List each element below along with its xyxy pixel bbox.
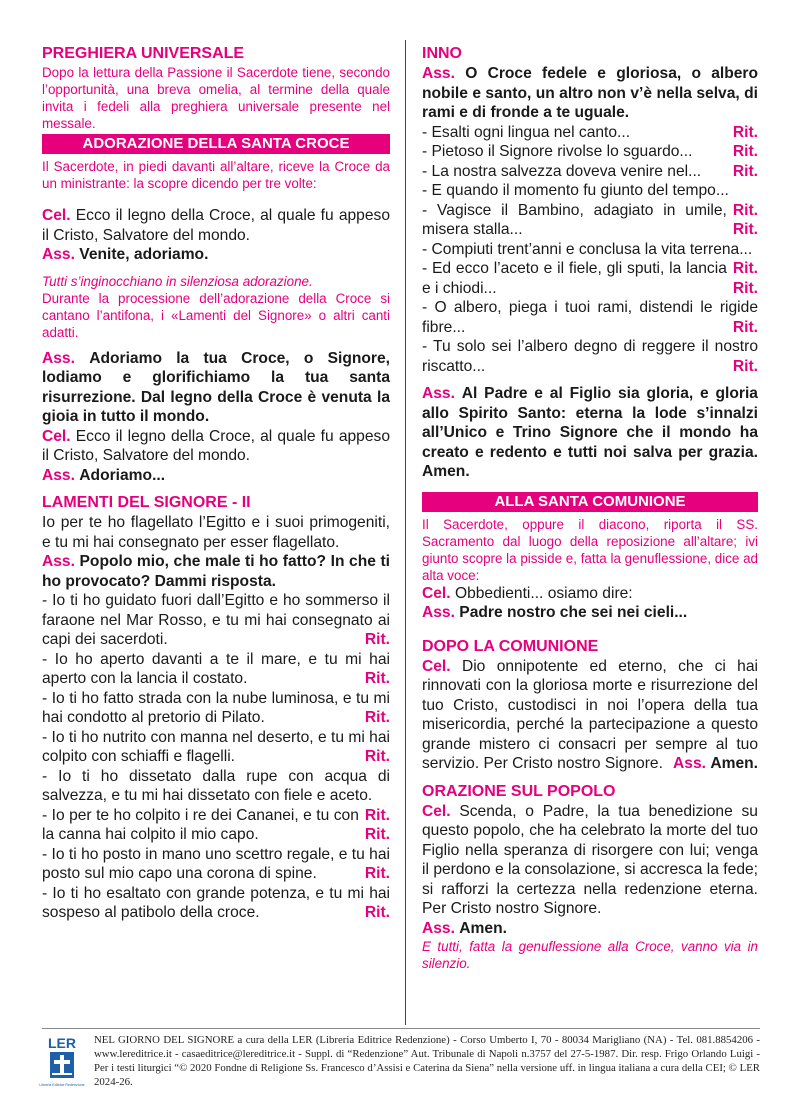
rubric-processione: Durante la processione dell’adorazione della Croce si cantano l’antifona, i «Lamenti del Signore» o altri canti adatti. bbox=[42, 290, 390, 340]
verse-text: - Vagisce il Bambino, adagiato in umile, misera stalla... bbox=[422, 201, 727, 238]
inno-verse bbox=[422, 162, 758, 182]
rit-label: Rit. bbox=[732, 260, 758, 277]
cel-text: Scenda, o Padre, la tua benedizione su questo popolo, che ha celebrato la morte del tuo Figlio nella speranza di risorgere con lui; venga il perdono e la consolazione, si accresca la fede; si rafforzi la certezza nella redenzione eterna. Per Cristo nostro Signore. bbox=[422, 802, 758, 917]
verse-text: - Io ti ho esaltato con grande potenza, e tu mi hai sospeso al patibolo della croce. bbox=[42, 884, 390, 921]
verse-text: - O albero, piega i tuoi rami, distendi le rigide fibre... bbox=[422, 299, 758, 336]
ass-text: Venite, adoriamo. bbox=[79, 246, 209, 263]
inno-verse bbox=[422, 240, 758, 277]
footer-divider bbox=[42, 1028, 760, 1029]
right-column bbox=[422, 44, 758, 972]
rit-label: Rit. bbox=[364, 748, 390, 765]
rit-label: Rit. bbox=[732, 357, 758, 375]
rit-label: Rit. bbox=[732, 123, 758, 141]
verse-text: - Io ti ho nutrito con manna nel deserto, e tu mi hai colpito con schiaffi e flagelli. bbox=[42, 728, 390, 765]
cel-text: Obbedienti... osiamo dire: bbox=[454, 584, 633, 602]
ass-label: Ass. bbox=[673, 755, 706, 772]
lamenti-verse bbox=[42, 845, 390, 884]
rit-label: Rit. bbox=[364, 631, 390, 648]
cel-2 bbox=[42, 427, 390, 466]
cel-label: Cel. bbox=[422, 657, 451, 675]
adorazione-rubric: Il Sacerdote, in piedi davanti all’altare, riceve la Croce da un ministrante: la scopre dicendo per tre volte: bbox=[42, 159, 390, 191]
verse-text: - Esalti ogni lingua nel canto... bbox=[422, 123, 631, 141]
final-rubric: E tutti, fatta la genuflessione alla Croce, vanno via in silenzio. bbox=[422, 939, 758, 971]
ass-4 bbox=[42, 552, 390, 591]
ass-text: Popolo mio, che male ti ho fatto? In che ti ho provocato? Dammi risposta. bbox=[42, 553, 390, 590]
comunione-bar: ALLA SANTA COMUNIONE bbox=[422, 492, 758, 512]
verse-text: - Ed ecco l’aceto e il fiele, gli sputi, la lancia e i chiodi... bbox=[422, 260, 727, 297]
inno-verse bbox=[422, 201, 758, 240]
lamenti-verse bbox=[42, 884, 390, 923]
lamenti-verse bbox=[42, 767, 390, 824]
cel-label: Cel. bbox=[422, 802, 451, 820]
svg-text:LER: LER bbox=[48, 1035, 76, 1051]
lamenti-verse bbox=[42, 650, 390, 689]
ass-text: Padre nostro che sei nei cieli... bbox=[459, 604, 688, 621]
lamenti-verse bbox=[42, 728, 390, 767]
ass-text: Amen. bbox=[459, 919, 507, 937]
rit-label: Rit. bbox=[364, 806, 390, 824]
ass-label: Ass. bbox=[422, 919, 455, 937]
verse-text: - Tu solo sei l’albero degno di reggere il nostro riscatto... bbox=[422, 338, 758, 375]
cel-3 bbox=[422, 584, 758, 604]
cel-label: Cel. bbox=[422, 584, 451, 602]
verse-text: - Io ti ho posto in mano uno scettro regale, e tu hai posto sul mio capo una corona di spine. bbox=[42, 845, 390, 882]
preghiera-title: PREGHIERA UNIVERSALE bbox=[42, 45, 245, 62]
comunione-rubric: Il Sacerdote, oppure il diacono, riporta il SS. Sacramento dal luogo della reposizione all’altare; ivi giunto scopre la pisside e, fatta la genuflessione, dice ad alta voce: bbox=[422, 516, 758, 583]
adorazione-bar: ADORAZIONE DELLA SANTA CROCE bbox=[42, 134, 390, 154]
verse-text: - Io per te ho colpito i re dei Cananei, e tu con la canna hai colpito il mio capo. bbox=[42, 806, 359, 843]
inno-verse bbox=[422, 123, 758, 143]
doxology-text: Al Padre e al Figlio sia gloria, e gloria allo Spirito Santo: eterna la lode s’innalzi all’Unico e Trino Signore che il mondo ha creato e redento e tutti noi salva per grazia. Amen. bbox=[422, 385, 758, 480]
rit-label: Rit. bbox=[732, 318, 758, 336]
inno-verse bbox=[422, 259, 758, 298]
footer-text: NEL GIORNO DEL SIGNORE a cura della LER (Libreria Editrice Redenzione) - Corso Umberto I, 70 - 80034 Marigliano (NA) - Tel. 081.8854206 - www.lereditrice.it - casaeditrice@lereditrice.it - Suppl. di “Redenzione” Aut. Tribunale di Napoli n.3757 del 27-5-1987. Dir. resp. Frigo Orlando Luigi - Per i testi liturgici “© 2020 Fondne di Religione Ss. Francesco d’Assisi e Caterina da Siena” nella versione uff. in lingua italiana a cura della CEI; © LER 2024-26. bbox=[94, 1034, 760, 1088]
rit-label: Rit. bbox=[732, 162, 758, 180]
ass-text: Amen. bbox=[710, 755, 758, 772]
dopo-title: DOPO LA COMUNIONE bbox=[422, 637, 599, 655]
ler-logo-icon bbox=[39, 1035, 85, 1091]
lamenti-verses bbox=[42, 591, 390, 923]
rit-label: Rit. bbox=[732, 143, 758, 160]
ass-label: Ass. bbox=[42, 466, 75, 484]
ass-2 bbox=[42, 349, 390, 427]
verse-text: - Io ti ho dissetato dalla rupe con acqua di salvezza, e tu mi hai dissetato con fiele e aceto. bbox=[42, 767, 390, 804]
rit-label: Rit. bbox=[732, 201, 758, 219]
rit-label: Rit. bbox=[364, 670, 390, 687]
ler-logo bbox=[39, 1035, 85, 1091]
column-divider bbox=[405, 40, 406, 1025]
rit-label: Rit. bbox=[732, 221, 758, 238]
inno-verse bbox=[422, 181, 758, 219]
verse-text: - Compiuti trent’anni e conclusa la vita terrena... bbox=[422, 240, 753, 258]
ass-label: Ass. bbox=[422, 385, 455, 402]
ass-label: Ass. bbox=[42, 349, 75, 367]
svg-text:Libreria Editrice Redenzione: Libreria Editrice Redenzione bbox=[39, 1083, 85, 1087]
verse-text: - La nostra salvezza doveva venire nel... bbox=[422, 162, 702, 180]
dopo-cel bbox=[422, 657, 758, 774]
inno-title: INNO bbox=[422, 45, 462, 62]
rubric-italic: Tutti s’inginocchiano in silenziosa adorazione. bbox=[42, 273, 313, 289]
ass-5 bbox=[422, 603, 758, 623]
inno-verse bbox=[422, 142, 758, 162]
orazione-title: ORAZIONE SUL POPOLO bbox=[422, 782, 616, 800]
orazione-ass bbox=[422, 919, 758, 939]
ass-label: Ass. bbox=[422, 604, 455, 621]
ass-1 bbox=[42, 245, 390, 265]
ass-text: O Croce fedele e gloriosa, o albero nobile e santo, un altro non v’è nella selva, di rami e di fronde a te uguale. bbox=[422, 65, 759, 121]
cel-text: Ecco il legno della Croce, al quale fu appeso il Cristo, Salvatore del mondo. bbox=[42, 207, 390, 244]
verse-text: - Io ho aperto davanti a te il mare, e tu mi hai aperto con la lancia il costato. bbox=[42, 650, 390, 687]
footer bbox=[39, 1033, 760, 1093]
preghiera-rubric: Dopo la lettura della Passione il Sacerdote tiene, secondo l’opportunità, una breva omelia, al termine della quale invita i fedeli alla preghiera universale presente nel messale. bbox=[42, 65, 390, 131]
left-column bbox=[42, 44, 390, 923]
orazione-cel bbox=[422, 802, 758, 919]
verse-text: - Io ti ho fatto strada con la nube luminosa, e tu mi hai condotto al pretorio di Pilato. bbox=[42, 689, 390, 726]
verse-text: - Io ti ho guidato fuori dall’Egitto e ho sommerso il faraone nel Mar Rosso, e tu mi hai consegnato ai capi dei sacerdoti. bbox=[42, 592, 390, 648]
rit-label: Rit. bbox=[364, 709, 390, 726]
rit-label: Rit. bbox=[364, 865, 390, 882]
lamenti-verse bbox=[42, 591, 390, 650]
verse-text: - E quando il momento fu giunto del tempo... bbox=[422, 182, 729, 199]
ass-text: Adoriamo la tua Croce, o Signore, lodiamo e glorifichiamo la tua santa risurrezione. Dal legno della Croce è venuta la gioia in tutto il mondo. bbox=[42, 349, 390, 425]
lamenti-verse bbox=[42, 689, 390, 728]
doxology bbox=[422, 384, 758, 482]
cel-1 bbox=[42, 206, 390, 245]
dopo-ass bbox=[673, 754, 758, 774]
rit-label: Rit. bbox=[364, 826, 390, 843]
rit-label: Rit. bbox=[364, 904, 390, 921]
inno-verse bbox=[422, 337, 758, 376]
inno-ass bbox=[422, 64, 758, 123]
inno-verse bbox=[422, 298, 758, 337]
ass-label: Ass. bbox=[422, 65, 455, 82]
cel-text: Dio onnipotente ed eterno, che ci hai rinnovati con la gloriosa morte e risurrezione del tuo Cristo, custodisci in noi l’opera della tua misericordia, perché la partecipazione a questo grande mistero ci consacri per sempre al tuo servizio. Per Cristo nostro Signore. bbox=[422, 657, 758, 772]
inno-verses bbox=[422, 123, 758, 377]
lamenti-intro: Io per te ho flagellato l’Egitto e i suoi primogeniti, e tu mi hai consegnato per esser flagellato. bbox=[42, 514, 390, 551]
rit-label: Rit. bbox=[732, 279, 758, 297]
cel-label: Cel. bbox=[42, 207, 71, 224]
cel-text: Ecco il legno della Croce, al quale fu appeso il Cristo, Salvatore del mondo. bbox=[42, 427, 390, 464]
ass-text: Adoriamo... bbox=[79, 466, 166, 484]
ass-label: Ass. bbox=[42, 553, 75, 570]
lamenti-verse bbox=[42, 806, 390, 845]
lamenti-title: LAMENTI DEL SIGNORE - II bbox=[42, 494, 251, 511]
ass-label: Ass. bbox=[42, 246, 75, 263]
cel-label: Cel. bbox=[42, 427, 71, 445]
verse-text: - Pietoso il Signore rivolse lo sguardo... bbox=[422, 143, 693, 160]
ass-3 bbox=[42, 466, 390, 486]
